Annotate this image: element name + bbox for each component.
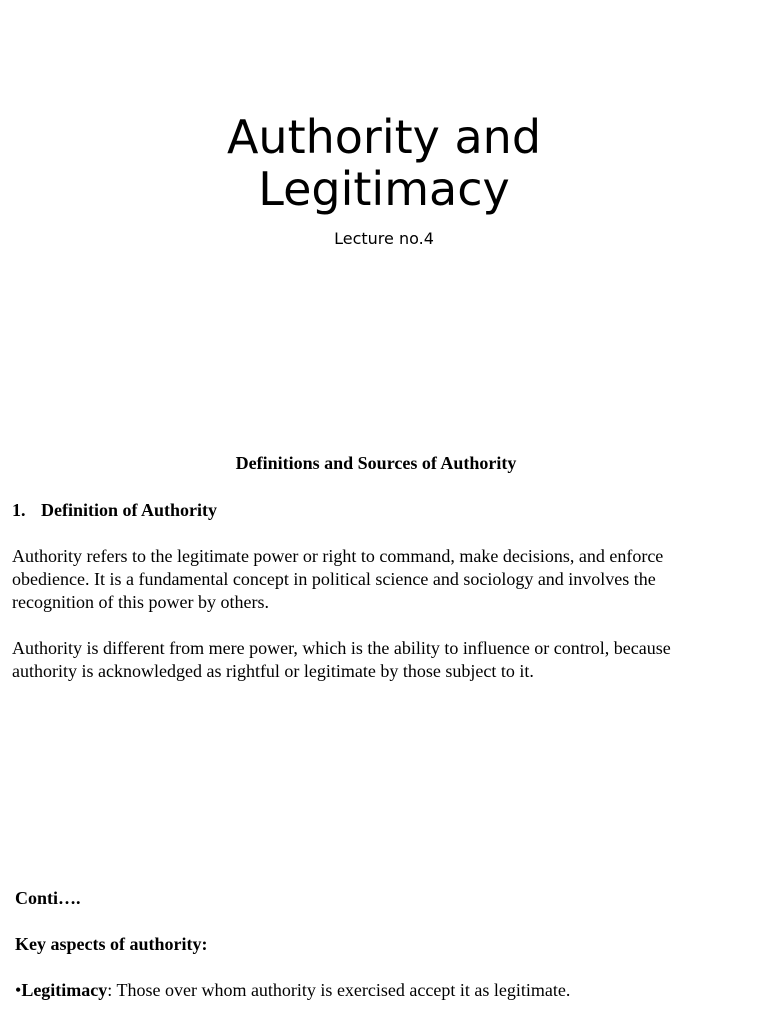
slide-title-line-1: Authority and [226, 110, 542, 164]
bullet-item-legitimacy [15, 979, 570, 1002]
bullet-text: : Those over whom authority is exercised accept it as legitimate. [107, 980, 571, 1000]
continued-label: Conti…. [15, 888, 81, 908]
slide-title-line-2: Legitimacy [258, 162, 510, 216]
key-aspects-heading: Key aspects of authority: [15, 934, 208, 954]
slide-title [0, 111, 768, 215]
heading-number: 1. [12, 500, 26, 520]
paragraph-line: Authority is different from mere power, which is the ability to influence or control, because [12, 638, 671, 658]
paragraph-line: obedience. It is a fundamental concept in political science and sociology and involves the [12, 569, 656, 589]
numbered-heading [12, 499, 217, 522]
paragraph-line: authority is acknowledged as rightful or legitimate by those subject to it. [12, 661, 534, 681]
bullet-icon: • [15, 980, 22, 1000]
paragraph-definition [12, 545, 732, 614]
section-heading: Definitions and Sources of Authority [235, 453, 517, 473]
bullet-term: Legitimacy [21, 980, 108, 1000]
paragraph-line: recognition of this power by others. [12, 592, 269, 612]
heading-text: Definition of Authority [41, 500, 218, 520]
paragraph-line: Authority refers to the legitimate power or right to command, make decisions, and enforce [12, 546, 664, 566]
slide-subtitle: Lecture no.4 [334, 229, 434, 248]
paragraph-distinction [12, 637, 732, 683]
